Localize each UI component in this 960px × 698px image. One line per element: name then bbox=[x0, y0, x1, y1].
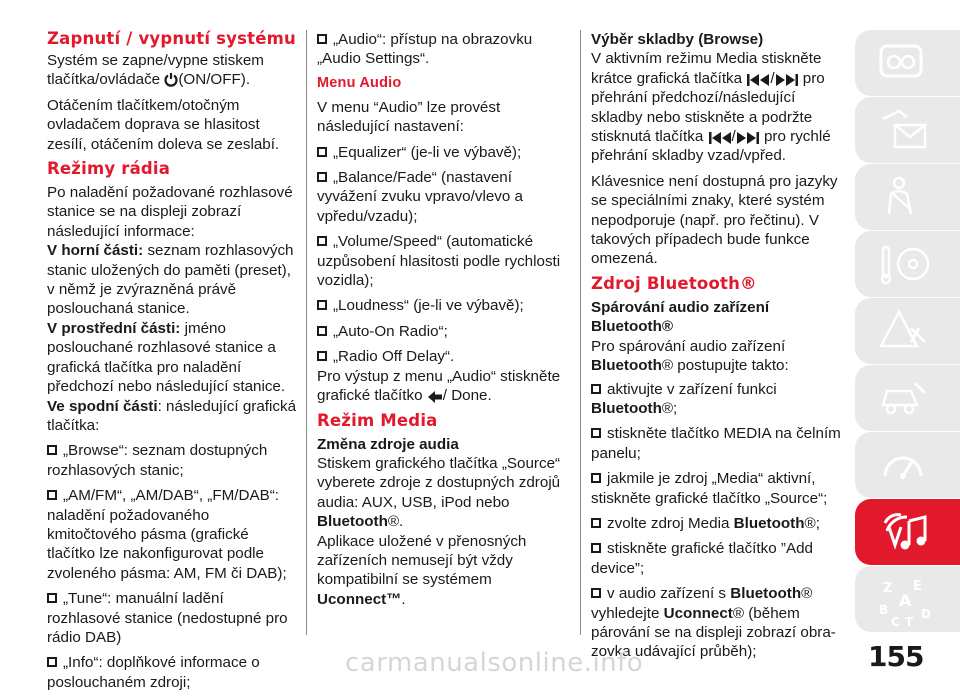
column-divider bbox=[306, 30, 307, 635]
list-item: stiskněte tlačítko MEDIA na čelním panelu; bbox=[591, 425, 841, 462]
tab-multimedia[interactable] bbox=[855, 499, 960, 565]
list-item: „Auto-On Radio“; bbox=[317, 322, 569, 341]
list-item: „AM/FM“, „AM/DAB“, „FM/DAB“: naladění požadovaného kmitočtového pásma (grafické tlačítko lze nakonfigurovat podle zvoleného pásma: AM, FM či DAB); bbox=[47, 487, 287, 582]
bullet-icon bbox=[591, 543, 601, 553]
index-letters-icon bbox=[877, 576, 937, 628]
paragraph-apps: Aplikace uložené v přenosných zařízeních nemusejí být vždy kompatibilní se systémem Uconnect™. bbox=[317, 532, 527, 608]
paragraph-radio-info: Po naladění požadované rozhlasové stanice se na displeji zobrazí následující informace: bbox=[47, 184, 293, 240]
svg-text:A: A bbox=[899, 591, 912, 610]
heading-power: Zapnutí / vypnutí systému bbox=[47, 29, 296, 48]
bullet-icon bbox=[317, 300, 327, 310]
column-3 bbox=[591, 30, 841, 668]
car-wrench-icon bbox=[877, 375, 929, 421]
bullet-icon bbox=[591, 384, 601, 394]
tab-index[interactable] bbox=[855, 566, 960, 632]
bullet-icon bbox=[47, 657, 57, 667]
power-icon bbox=[164, 72, 178, 87]
list-item: „Audio“: přístup na obrazovku „Audio Settings“. bbox=[317, 31, 533, 68]
envelope-warning-icon bbox=[877, 107, 929, 153]
svg-text:Z: Z bbox=[883, 581, 893, 596]
paragraph-middle: V prostřední části: jméno poslouchané rozhlasové stanice a grafická tlačítka pro naladění předchozí nebo následující stanice. bbox=[47, 319, 286, 396]
bullet-icon bbox=[47, 490, 57, 500]
bullet-icon bbox=[317, 326, 327, 336]
paragraph-bottom: Ve spodní části: následující grafická tlačítka: bbox=[47, 397, 297, 434]
svg-text:E: E bbox=[913, 579, 922, 594]
list-item: „Info“: doplňkové informace o poslouchaném zdroji; bbox=[47, 654, 260, 691]
paragraph-change-source: Stiskem grafického tlačítka „Source“ vyberete zdroje z dostupných zdrojů audia: AUX, USB, iPod nebo Bluetooth®. bbox=[317, 454, 561, 531]
list-item: aktivujte v zařízení funkci Bluetooth®; bbox=[591, 380, 777, 417]
back-arrow-icon bbox=[427, 391, 443, 403]
warning-triangle-icon bbox=[877, 308, 929, 354]
bullet-icon bbox=[591, 473, 601, 483]
tab-starting[interactable] bbox=[855, 231, 960, 297]
list-item: stiskněte grafické tlačítko ”Add device”; bbox=[591, 540, 813, 577]
list-item: jakmile je zdroj „Media“ aktivní, stiskněte grafické tlačítko „Source“; bbox=[591, 470, 828, 507]
heading-bluetooth-source: Zdroj Bluetooth® bbox=[591, 273, 757, 293]
car-dashboard-icon bbox=[877, 40, 925, 86]
seatbelt-icon bbox=[877, 174, 925, 220]
paragraph-top: V horní části: seznam rozhlasových stanic uložených do paměti (preset), v němž je zvýrazněná právě poslouchaná stanice. bbox=[47, 242, 294, 318]
column-1 bbox=[47, 30, 297, 698]
heading-change-source: Změna zdroje audia bbox=[317, 435, 459, 453]
list-item: „Equalizer“ (je-li ve výbavě); bbox=[317, 143, 569, 162]
heading-radio-modes: Režimy rádia bbox=[47, 159, 171, 179]
column-divider bbox=[580, 30, 581, 635]
paragraph-power: Systém se zapne/vypne stiskem tlačítka/ovládače (ON/OFF). bbox=[47, 52, 264, 89]
bullet-icon bbox=[317, 147, 327, 157]
watermark: carmanualsonline.info bbox=[345, 648, 644, 678]
tab-warnings[interactable] bbox=[855, 97, 960, 163]
page-number: 155 bbox=[868, 640, 924, 673]
heading-media-mode: Režim Media bbox=[317, 410, 438, 430]
tab-technical-data[interactable] bbox=[855, 432, 960, 498]
bullet-icon bbox=[591, 428, 601, 438]
bullet-icon bbox=[317, 236, 327, 246]
paragraph-keyboard: Klávesnice není dostupná pro jazyky se speciálními znaky, které systém nepodporuje (např. pro řečtinu). V takových případech bude funkce omezená. bbox=[591, 172, 838, 268]
tab-emergency[interactable] bbox=[855, 298, 960, 364]
multimedia-icon bbox=[877, 509, 937, 555]
gauge-icon bbox=[877, 442, 929, 488]
svg-text:B: B bbox=[879, 603, 889, 617]
previous-track-icon bbox=[746, 74, 770, 86]
heading-browse: Výběr skladby (Browse) bbox=[591, 31, 764, 48]
tab-safety[interactable] bbox=[855, 164, 960, 230]
bullet-icon bbox=[317, 351, 327, 361]
column-2 bbox=[317, 30, 569, 615]
list-item: „Radio Off Delay“. bbox=[317, 347, 569, 366]
fast-forward-icon bbox=[736, 132, 760, 144]
rewind-icon bbox=[708, 132, 732, 144]
bullet-icon bbox=[591, 518, 601, 528]
paragraph-exit: Pro výstup z menu „Audio“ stiskněte grafické tlačítko / Done. bbox=[317, 367, 561, 405]
paragraph-volume: Otáčením tlačítkem/otočným ovladačem doprava se hlasitost zesílí, otáčením doleva se zeslabí. bbox=[47, 96, 280, 153]
heading-menu-audio: Menu Audio bbox=[317, 74, 402, 91]
list-item: „Balance/Fade“ (nastavení vyvážení zvuku vpravo/vlevo a vpředu/vzadu); bbox=[317, 169, 523, 225]
bullet-icon bbox=[591, 588, 601, 598]
list-item: zvolte zdroj Media Bluetooth®; bbox=[591, 514, 841, 533]
heading-pairing: Spárování audio zařízení Bluetooth® bbox=[591, 298, 770, 336]
list-item: „Browse“: seznam dostupných rozhlasových stanic; bbox=[47, 442, 268, 479]
list-item: „Volume/Speed“ (automatické uzpůsobení hlasitosti podle rychlosti vozidla); bbox=[317, 233, 561, 290]
tab-maintenance[interactable] bbox=[855, 365, 960, 431]
svg-text:C: C bbox=[891, 615, 900, 628]
list-item: „Tune“: manuální ladění rozhlasové stanice (nedostupné pro rádio DAB) bbox=[47, 590, 288, 646]
paragraph-pairing: Pro spárování audio zařízení Bluetooth® postupujte takto: bbox=[591, 337, 789, 375]
bullet-icon bbox=[47, 593, 57, 603]
paragraph-menu-audio: V menu “Audio” lze provést následující nastavení: bbox=[317, 98, 501, 136]
list-item: v audio zařízení s Bluetooth® vyhledejte Uconnect® (během párování se na displeji zobrazí obra-zovka udávající průběh); bbox=[591, 585, 836, 661]
bullet-icon bbox=[317, 172, 327, 182]
bullet-icon bbox=[317, 34, 327, 44]
bullet-icon bbox=[47, 445, 57, 455]
svg-text:D: D bbox=[921, 607, 931, 621]
list-item: „Loudness“ (je-li ve výbavě); bbox=[317, 296, 569, 315]
paragraph-browse: V aktivním režimu Media stiskněte krátce grafická tlačítka / pro přehrání předchozí/následující skladby nebo stiskněte a podržte stisknutá tlačítka / pro rychlé přehrání skladby vzad/vpřed. bbox=[591, 50, 831, 165]
svg-text:T: T bbox=[905, 615, 914, 628]
next-track-icon bbox=[775, 74, 799, 86]
key-steering-wheel-icon bbox=[877, 241, 933, 287]
tab-dashboard[interactable] bbox=[855, 30, 960, 96]
